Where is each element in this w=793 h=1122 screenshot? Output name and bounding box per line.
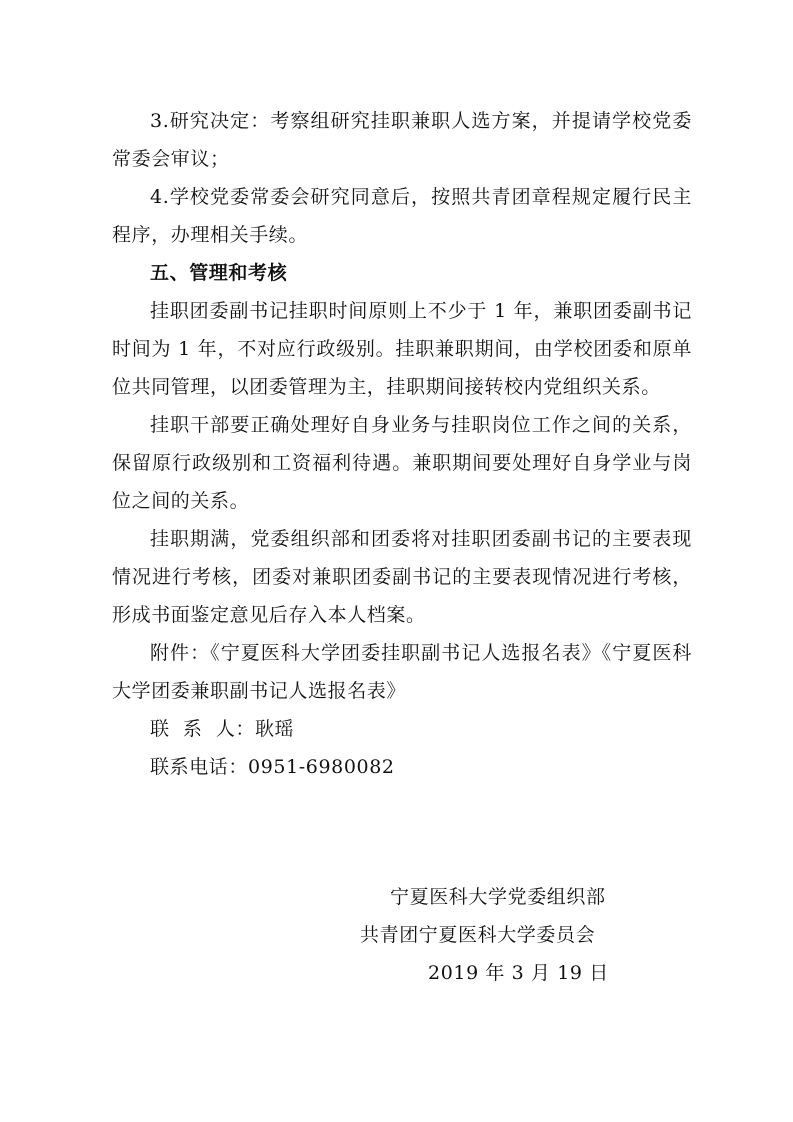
signature-block xyxy=(360,878,660,992)
paragraph-step-3: 3.研究决定：考察组研究挂职兼职人选方案，并提请学校党委常委会审议； xyxy=(112,110,692,170)
paragraph-duties: 挂职干部要正确处理好自身业务与挂职岗位工作之间的关系，保留原行政级别和工资福利待遇。兼职期间要处理好自身学业与岗位之间的关系。 xyxy=(112,414,692,512)
contact-phone: 联系电话：0951-6980082 xyxy=(150,756,395,778)
paragraph-assessment: 挂职期满，党委组织部和团委将对挂职团委副书记的主要表现情况进行考核，团委对兼职团委副书记的主要表现情况进行考核，形成书面鉴定意见后存入本人档案。 xyxy=(112,528,692,626)
document-body xyxy=(112,102,692,786)
signature-org-2: 共青团宁夏医科大学委员会 xyxy=(360,924,596,946)
paragraph-step-4: 4.学校党委常委会研究同意后，按照共青团章程规定履行民主程序，办理相关手续。 xyxy=(112,186,692,246)
section-heading-management: 五、管理和考核 xyxy=(150,262,288,284)
signature-org-1: 宁夏医科大学党委组织部 xyxy=(390,886,606,908)
paragraph-attachment: 附件：《宁夏医科大学团委挂职副书记人选报名表》《宁夏医科大学团委兼职副书记人选报名表》 xyxy=(112,642,692,702)
contact-person: 联 系 人：耿瑶 xyxy=(150,718,295,740)
paragraph-term: 挂职团委副书记挂职时间原则上不少于 1 年，兼职团委副书记时间为 1 年，不对应行政级别。挂职兼职期间，由学校团委和原单位共同管理，以团委管理为主，挂职期间接转校内党组织关系。 xyxy=(112,300,692,398)
signature-date: 2019 年 3 月 19 日 xyxy=(428,962,609,984)
